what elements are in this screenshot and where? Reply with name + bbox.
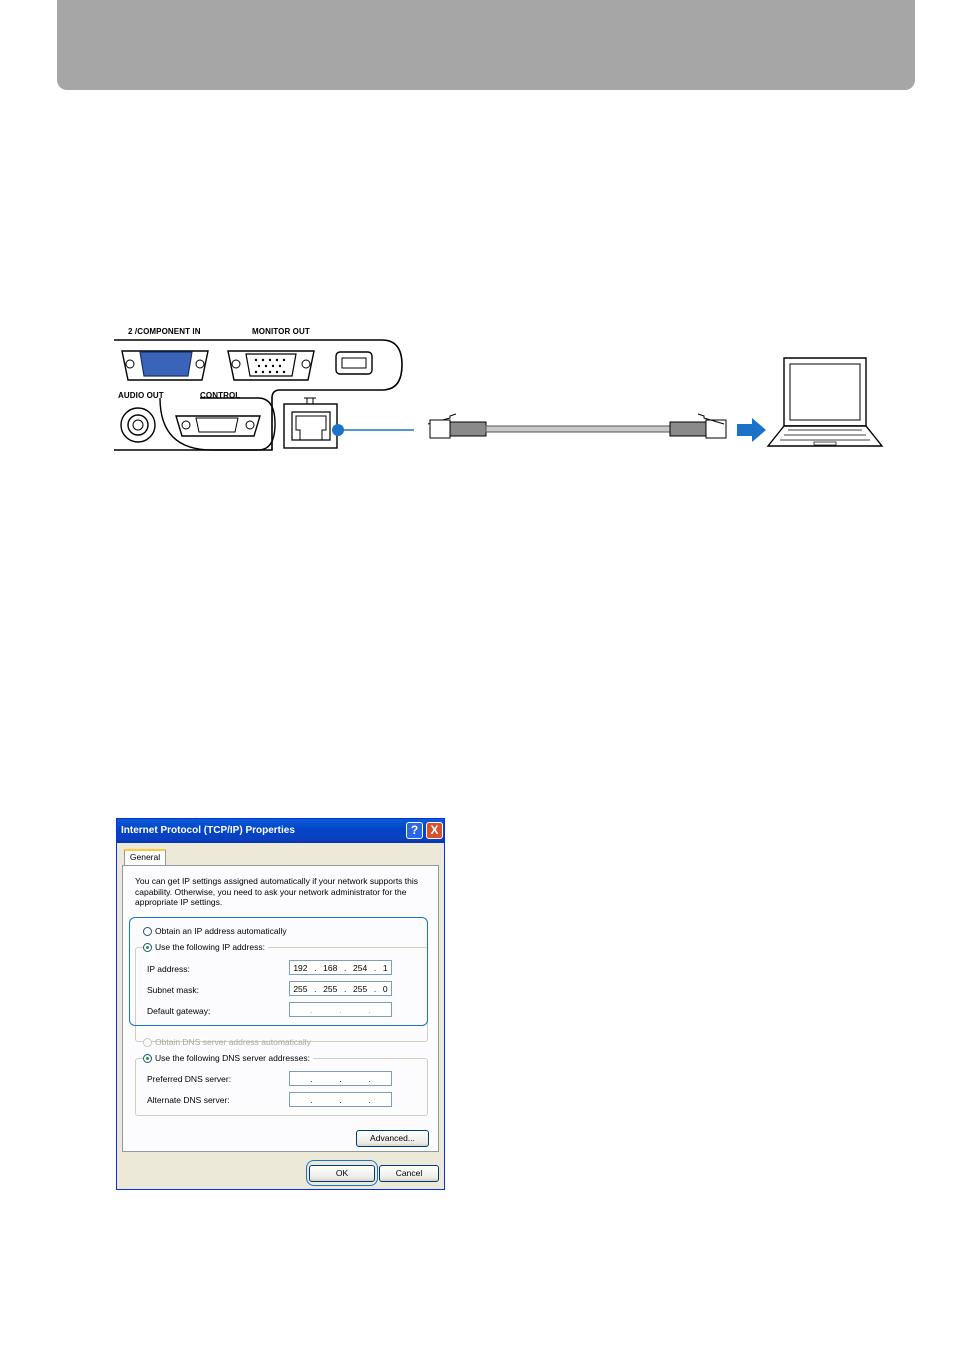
monitor-out-port-icon xyxy=(228,351,314,380)
obtain-ip-auto-label: Obtain an IP address automatically xyxy=(155,926,287,936)
component-in-port-icon xyxy=(122,351,208,380)
tab-general[interactable]: General xyxy=(124,849,166,866)
usb-port-icon xyxy=(336,352,372,374)
close-button[interactable]: X xyxy=(426,822,443,839)
ok-button-highlight xyxy=(306,1160,378,1186)
lan-port-callout-dot xyxy=(332,424,344,436)
mask-octet: 255 xyxy=(323,983,338,994)
tcpip-properties-dialog xyxy=(116,818,445,1190)
help-button[interactable]: ? xyxy=(406,822,423,839)
arrow-right-icon xyxy=(737,418,766,442)
dns-group xyxy=(135,1058,428,1116)
laptop-icon xyxy=(768,358,882,446)
cancel-button[interactable]: Cancel xyxy=(379,1165,439,1182)
preferred-dns-input[interactable]: . . . xyxy=(289,1071,392,1086)
obtain-dns-auto-radio[interactable] xyxy=(143,1038,152,1047)
alternate-dns-input[interactable]: . . . xyxy=(289,1092,392,1107)
advanced-button[interactable]: Advanced... xyxy=(356,1130,429,1147)
ip-address-input[interactable]: 192 . 168 . 254 . 1 xyxy=(289,960,392,975)
alternate-dns-label: Alternate DNS server: xyxy=(147,1095,230,1105)
chapter-header-bar xyxy=(57,0,915,90)
dialog-title: Internet Protocol (TCP/IP) Properties xyxy=(121,825,295,836)
intro-text: You can get IP settings assigned automatically if your network supports this capability. Otherwise, you need to ask your network administrator for the appropriate IP settings. xyxy=(135,876,419,907)
lan-cable-icon xyxy=(428,414,726,438)
ip-octet: 192 xyxy=(293,962,308,973)
mask-octet: 255 xyxy=(353,983,368,994)
ip-address-label: IP address: xyxy=(147,964,190,974)
default-gateway-label: Default gateway: xyxy=(147,1006,211,1016)
obtain-dns-auto-label: Obtain DNS server address automatically xyxy=(155,1037,311,1047)
preferred-dns-label: Preferred DNS server: xyxy=(147,1074,232,1084)
audio-out-port-icon xyxy=(121,408,155,442)
use-following-dns-option[interactable] xyxy=(143,1053,313,1063)
dialog-titlebar[interactable] xyxy=(117,819,444,843)
control-port-icon xyxy=(176,416,260,436)
mask-octet: 255 xyxy=(293,983,308,994)
ip-octet: 1 xyxy=(382,962,388,973)
use-following-ip-label: Use the following IP address: xyxy=(155,942,265,952)
mask-octet: 0 xyxy=(382,983,388,994)
ip-octet: 168 xyxy=(323,962,338,973)
obtain-dns-auto-option[interactable] xyxy=(143,1037,311,1047)
subnet-mask-input[interactable]: 255 . 255 . 255 . 0 xyxy=(289,981,392,996)
ip-octet: 254 xyxy=(353,962,368,973)
subnet-mask-label: Subnet mask: xyxy=(147,985,199,995)
default-gateway-input[interactable]: . . . xyxy=(289,1002,392,1017)
use-following-dns-radio[interactable] xyxy=(143,1054,152,1063)
lan-port-icon xyxy=(284,398,337,448)
monitor-out-label: MONITOR OUT xyxy=(252,327,310,336)
component-in-label: 2 /COMPONENT IN xyxy=(128,327,201,336)
audio-out-label: AUDIO OUT xyxy=(118,391,164,400)
ok-button[interactable]: OK xyxy=(309,1165,375,1182)
control-label: CONTROL xyxy=(200,391,241,400)
ip-settings-highlight xyxy=(129,917,428,1026)
connection-diagram xyxy=(100,318,900,468)
use-following-dns-label: Use the following DNS server addresses: xyxy=(155,1053,310,1063)
